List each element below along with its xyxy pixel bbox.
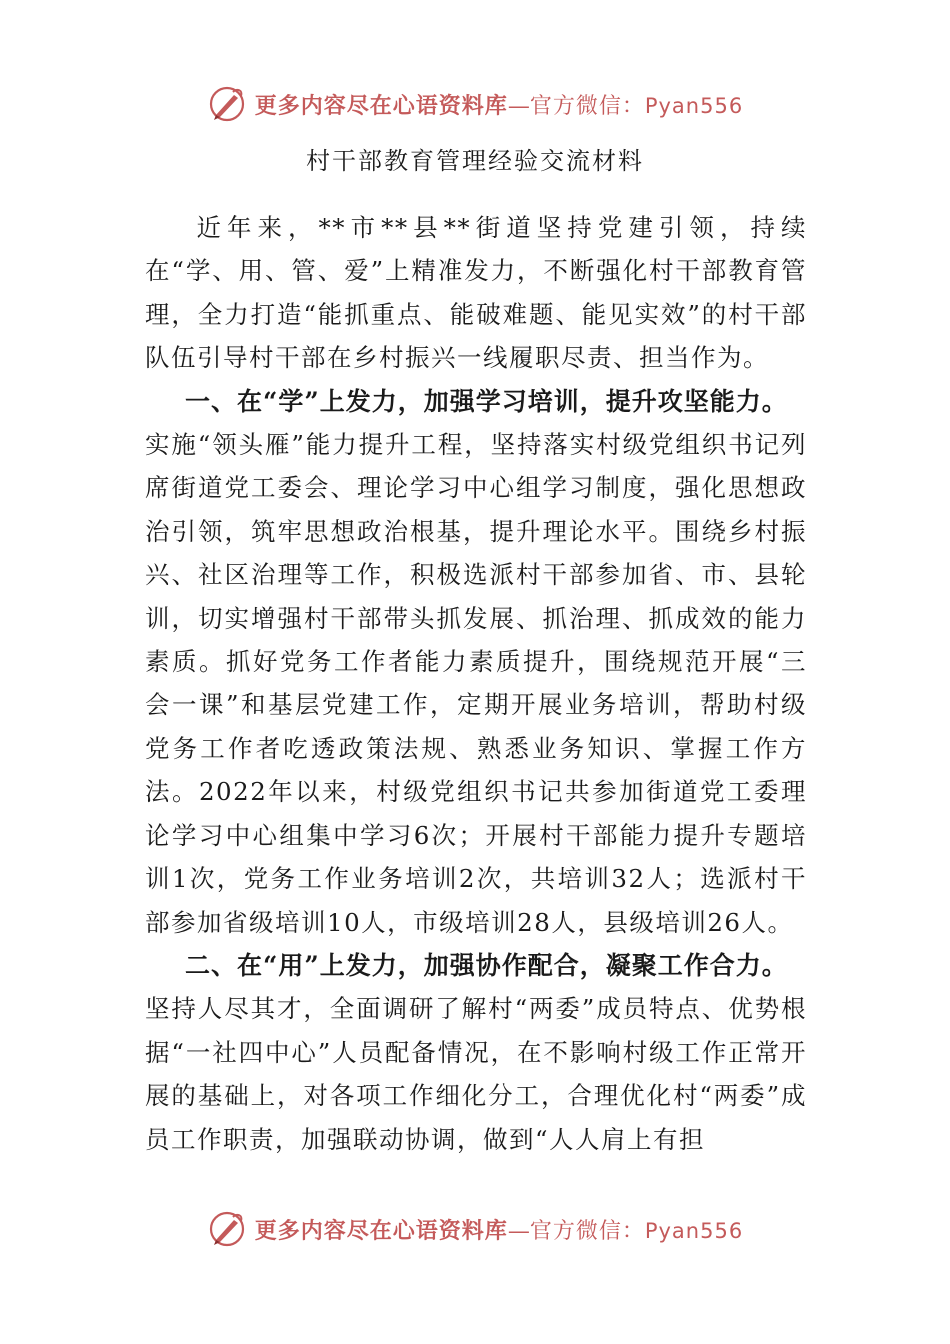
pen-logo-icon — [207, 84, 247, 124]
watermark-wechat-id: Pyan556 — [644, 93, 744, 118]
watermark-text — [255, 1214, 743, 1245]
watermark-site-name: 更多内容尽在心语资料库 — [254, 1217, 508, 1244]
watermark-separator: — — [507, 1218, 530, 1244]
section-2-body: 坚持人尽其才，全面调研了解村“两委”成员特点、优势根据“一社四中心”人员配备情况，在不影响村级工作正常开展的基础上，对各项工作细化分工，合理优化村“两委”成员工作职责，加强联动协调，做到“人人肩上有担 — [145, 994, 807, 1154]
watermark-wechat-id: Pyan556 — [644, 1218, 744, 1243]
section-1-heading: 一、在“学”上发力，加强学习培训，提升攻坚能力。 — [185, 386, 788, 416]
document-body — [145, 206, 807, 1161]
section-1-body: 实施“领头雁”能力提升工程，坚持落实村级党组织书记列席街道党工委会、理论学习中心组学习制度，强化思想政治引领，筑牢思想政治根基，提升理论水平。围绕乡村振兴、社区治理等工作，积极选派村干部参加省、市、县轮训，切实增强村干部带头抓发展、抓治理、抓成效的能力素质。抓好党务工作者能力素质提升，围绕规范开展“三会一课”和基层党建工作，定期开展业务培训，帮助村级党务工作者吃透政策法规、熟悉业务知识、掌握工作方法。2022年以来，村级党组织书记共参加街道党工委理论学习中心组集中学习6次；开展村干部能力提升专题培训1次，党务工作业务培训2次，共培训32人；选派村干部参加省级培训10人，市级培训28人，县级培训26人。 — [145, 430, 807, 937]
section-2-heading: 二、在“用”上发力，加强协作配合，凝聚工作合力。 — [185, 950, 788, 980]
watermark-text — [255, 89, 743, 120]
footer-watermark-banner — [0, 1207, 950, 1251]
document-title: 村干部教育管理经验交流材料 — [306, 147, 644, 175]
watermark-separator: — — [507, 93, 530, 119]
watermark-site-name: 更多内容尽在心语资料库 — [254, 92, 508, 119]
intro-paragraph: 近年来，**市**县**街道坚持党建引领，持续在“学、用、管、爱”上精准发力，不断强化村干部教育管理，全力打造“能抓重点、能破难题、能见实效”的村干部队伍引导村干部在乡村振兴一线履职尽责、担当作为。 — [145, 213, 807, 373]
header-watermark-banner — [0, 82, 950, 126]
pen-logo-icon — [207, 1209, 247, 1249]
watermark-wechat-label: 官方微信： — [529, 1218, 645, 1244]
watermark-wechat-label: 官方微信： — [529, 93, 645, 119]
